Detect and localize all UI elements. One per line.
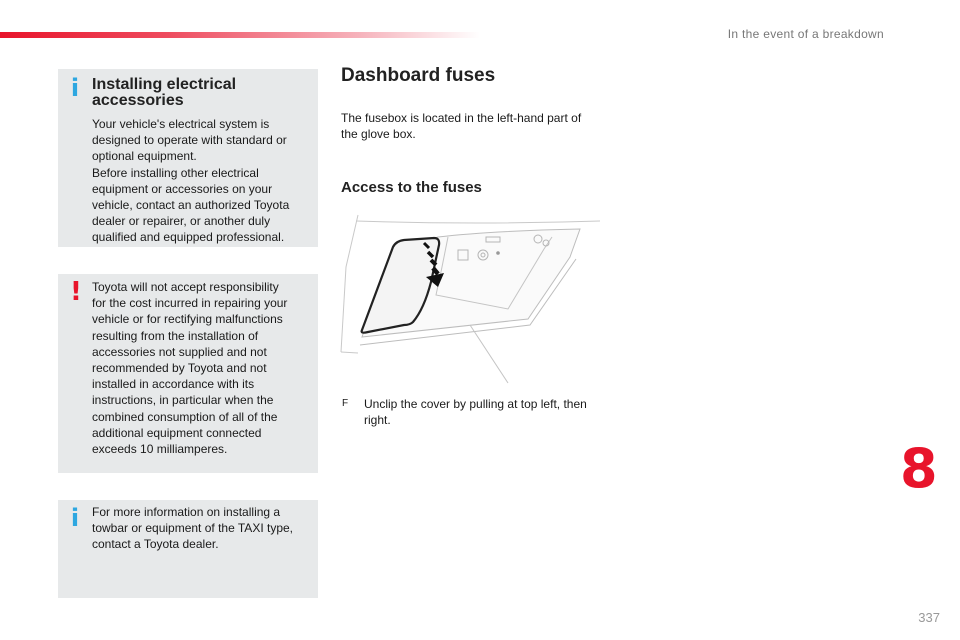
step-text: Unclip the cover by pulling at top left, then right. (364, 397, 587, 427)
info-box-electrical-accessories (58, 69, 318, 247)
chapter-color-bar (0, 32, 480, 38)
box-heading: Installing electrical accessories (92, 76, 237, 109)
step-bullet-icon: F (342, 398, 349, 409)
chapter-number: 8 (900, 437, 938, 500)
subsection-title: Access to the fuses (341, 179, 482, 196)
step-item (342, 396, 602, 428)
box-text: For more information on installing a towbar or equipment of the TAXI type, contact a Toyota dealer. (92, 505, 293, 552)
box-text: Your vehicle's electrical system is designed to operate with standard or optional equipment. Before installing other electrical equipment or accessories on your vehicle, contact an authorized Toyota dealer or repairer, or another duly qualified and equipped professional. (92, 117, 290, 245)
info-icon: i (70, 74, 80, 102)
page-number: 337 (918, 610, 940, 625)
info-icon: i (70, 504, 80, 532)
intro-text: The fusebox is located in the left-hand part of the glove box. (341, 111, 582, 141)
glove-box-fuse-cover-illustration (338, 207, 604, 387)
info-box-towbar (58, 500, 318, 598)
warning-icon: ! (70, 277, 82, 307)
warning-box (58, 274, 318, 473)
warning-text: Toyota will not accept responsibility for the cost incurred in repairing your vehicle or for rectifying malfunctions resulting from the installation of accessories not supplied and not recommended by Toyota and not installed in accordance with its instructions, in particular when the combined consumption of all of the additional equipment connected exceeds 10 milliamperes. (92, 280, 288, 457)
section-title: Dashboard fuses (341, 65, 496, 86)
chapter-title: In the event of a breakdown (727, 27, 884, 41)
